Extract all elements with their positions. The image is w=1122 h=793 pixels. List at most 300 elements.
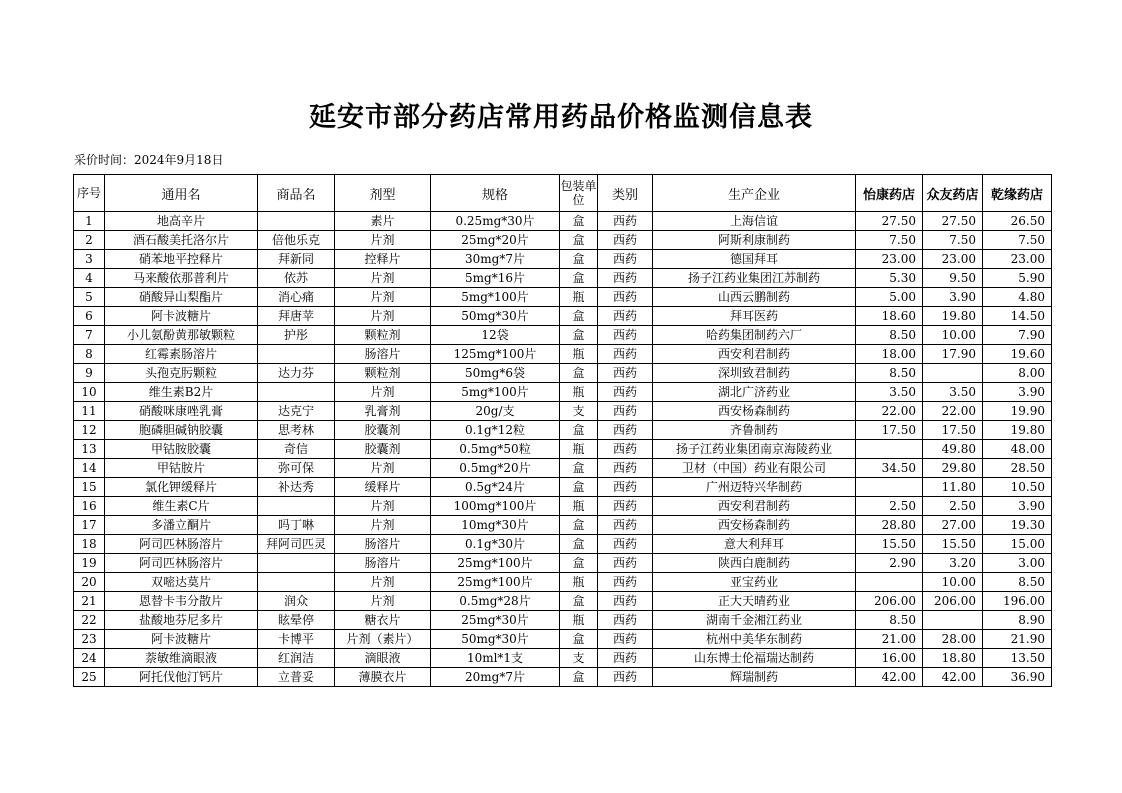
- table-row: [74, 212, 1052, 231]
- cell-category: 西药: [598, 402, 653, 421]
- cell-spec: 25mg*100片: [431, 573, 560, 592]
- cell-price-qianyuan: 36.90: [983, 668, 1052, 687]
- table-row: [74, 535, 1052, 554]
- cell-category: 西药: [598, 383, 653, 402]
- cell-generic-name: 阿托伐他汀钙片: [105, 668, 258, 687]
- cell-price-qianyuan: 10.50: [983, 478, 1052, 497]
- table-header-row: [74, 175, 1052, 212]
- cell-package-unit: 盒: [560, 630, 598, 649]
- cell-price-yikang: [856, 440, 923, 459]
- cell-price-qianyuan: 4.80: [983, 288, 1052, 307]
- col-header-store-zhongyou: 众友药店: [923, 175, 983, 212]
- cell-price-qianyuan: 19.60: [983, 345, 1052, 364]
- cell-manufacturer: 山西云鹏制药: [653, 288, 856, 307]
- cell-price-yikang: 16.00: [856, 649, 923, 668]
- cell-spec: 25mg*100片: [431, 554, 560, 573]
- cell-brand-name: 依苏: [258, 269, 335, 288]
- cell-category: 西药: [598, 307, 653, 326]
- cell-price-zhongyou: 15.50: [923, 535, 983, 554]
- table-row: [74, 421, 1052, 440]
- cell-seq: 19: [74, 554, 105, 573]
- cell-seq: 22: [74, 611, 105, 630]
- cell-manufacturer: 辉瑞制药: [653, 668, 856, 687]
- table-row: [74, 288, 1052, 307]
- cell-price-zhongyou: 10.00: [923, 573, 983, 592]
- cell-brand-name: 润众: [258, 592, 335, 611]
- cell-price-qianyuan: 3.90: [983, 383, 1052, 402]
- cell-price-yikang: 27.50: [856, 212, 923, 231]
- cell-price-zhongyou: 3.90: [923, 288, 983, 307]
- table-row: [74, 459, 1052, 478]
- cell-price-yikang: 34.50: [856, 459, 923, 478]
- cell-generic-name: 甲钴胺片: [105, 459, 258, 478]
- cell-brand-name: 眩晕停: [258, 611, 335, 630]
- cell-price-yikang: 17.50: [856, 421, 923, 440]
- table-row: [74, 402, 1052, 421]
- cell-category: 西药: [598, 554, 653, 573]
- cell-price-yikang: 42.00: [856, 668, 923, 687]
- cell-seq: 8: [74, 345, 105, 364]
- cell-price-qianyuan: 13.50: [983, 649, 1052, 668]
- cell-brand-name: [258, 345, 335, 364]
- cell-price-yikang: [856, 573, 923, 592]
- cell-generic-name: 阿卡波糖片: [105, 630, 258, 649]
- cell-dosage-form: 缓释片: [335, 478, 431, 497]
- cell-package-unit: 瓶: [560, 573, 598, 592]
- cell-generic-name: 恩替卡韦分散片: [105, 592, 258, 611]
- table-row: [74, 497, 1052, 516]
- cell-price-yikang: 15.50: [856, 535, 923, 554]
- cell-generic-name: 小儿氨酚黄那敏颗粒: [105, 326, 258, 345]
- cell-price-qianyuan: 8.50: [983, 573, 1052, 592]
- cell-price-qianyuan: 19.90: [983, 402, 1052, 421]
- cell-brand-name: 弥可保: [258, 459, 335, 478]
- cell-manufacturer: 湖南千金湘江药业: [653, 611, 856, 630]
- cell-dosage-form: 颗粒剂: [335, 364, 431, 383]
- cell-price-qianyuan: 15.00: [983, 535, 1052, 554]
- cell-dosage-form: 控释片: [335, 250, 431, 269]
- cell-seq: 12: [74, 421, 105, 440]
- table-row: [74, 345, 1052, 364]
- cell-price-qianyuan: 8.90: [983, 611, 1052, 630]
- cell-price-yikang: 28.80: [856, 516, 923, 535]
- cell-generic-name: 地高辛片: [105, 212, 258, 231]
- cell-package-unit: 盒: [560, 421, 598, 440]
- cell-price-zhongyou: 23.00: [923, 250, 983, 269]
- cell-price-qianyuan: 5.90: [983, 269, 1052, 288]
- cell-generic-name: 阿卡波糖片: [105, 307, 258, 326]
- cell-brand-name: [258, 212, 335, 231]
- cell-seq: 3: [74, 250, 105, 269]
- cell-dosage-form: 片剂: [335, 459, 431, 478]
- cell-dosage-form: 片剂: [335, 269, 431, 288]
- cell-manufacturer: 西安杨森制药: [653, 402, 856, 421]
- cell-package-unit: 瓶: [560, 288, 598, 307]
- table-row: [74, 307, 1052, 326]
- cell-price-yikang: 7.50: [856, 231, 923, 250]
- cell-category: 西药: [598, 440, 653, 459]
- cell-price-qianyuan: 26.50: [983, 212, 1052, 231]
- table-row: [74, 649, 1052, 668]
- cell-generic-name: 硝酸咪康唑乳膏: [105, 402, 258, 421]
- cell-price-qianyuan: 14.50: [983, 307, 1052, 326]
- cell-generic-name: 酒石酸美托洛尔片: [105, 231, 258, 250]
- cell-category: 西药: [598, 459, 653, 478]
- cell-category: 西药: [598, 364, 653, 383]
- cell-manufacturer: 扬子江药业集团南京海陵药业: [653, 440, 856, 459]
- cell-dosage-form: 片剂: [335, 383, 431, 402]
- cell-price-qianyuan: 196.00: [983, 592, 1052, 611]
- cell-category: 西药: [598, 497, 653, 516]
- table-row: [74, 630, 1052, 649]
- cell-manufacturer: 陕西白鹿制药: [653, 554, 856, 573]
- cell-dosage-form: 肠溶片: [335, 535, 431, 554]
- cell-manufacturer: 拜耳医药: [653, 307, 856, 326]
- cell-generic-name: 硝苯地平控释片: [105, 250, 258, 269]
- cell-seq: 9: [74, 364, 105, 383]
- cell-price-yikang: 8.50: [856, 326, 923, 345]
- cell-price-zhongyou: 27.50: [923, 212, 983, 231]
- cell-spec: 12袋: [431, 326, 560, 345]
- cell-price-zhongyou: 3.20: [923, 554, 983, 573]
- cell-package-unit: 盒: [560, 231, 598, 250]
- cell-spec: 5mg*100片: [431, 288, 560, 307]
- cell-category: 西药: [598, 668, 653, 687]
- cell-spec: 20g/支: [431, 402, 560, 421]
- cell-dosage-form: 糖衣片: [335, 611, 431, 630]
- cell-dosage-form: 素片: [335, 212, 431, 231]
- cell-brand-name: 吗丁啉: [258, 516, 335, 535]
- cell-price-qianyuan: 48.00: [983, 440, 1052, 459]
- cell-seq: 25: [74, 668, 105, 687]
- page-title: 延安市部分药店常用药品价格监测信息表: [309, 102, 813, 133]
- col-header-seq: 序号: [74, 175, 105, 212]
- cell-brand-name: [258, 497, 335, 516]
- cell-generic-name: 胞磷胆碱钠胶囊: [105, 421, 258, 440]
- cell-spec: 25mg*20片: [431, 231, 560, 250]
- col-header-generic-name: 通用名: [105, 175, 258, 212]
- cell-category: 西药: [598, 326, 653, 345]
- cell-seq: 17: [74, 516, 105, 535]
- cell-package-unit: 盒: [560, 554, 598, 573]
- cell-manufacturer: 卫材（中国）药业有限公司: [653, 459, 856, 478]
- cell-manufacturer: 深圳致君制药: [653, 364, 856, 383]
- cell-category: 西药: [598, 535, 653, 554]
- cell-price-yikang: 8.50: [856, 364, 923, 383]
- cell-brand-name: 卡博平: [258, 630, 335, 649]
- cell-price-qianyuan: 8.00: [983, 364, 1052, 383]
- cell-price-qianyuan: 3.90: [983, 497, 1052, 516]
- cell-price-zhongyou: 29.80: [923, 459, 983, 478]
- cell-brand-name: 拜唐苹: [258, 307, 335, 326]
- cell-price-zhongyou: 11.80: [923, 478, 983, 497]
- cell-package-unit: 盒: [560, 307, 598, 326]
- cell-dosage-form: 片剂: [335, 231, 431, 250]
- cell-price-zhongyou: 7.50: [923, 231, 983, 250]
- cell-category: 西药: [598, 231, 653, 250]
- cell-brand-name: 拜阿司匹灵: [258, 535, 335, 554]
- cell-price-yikang: 22.00: [856, 402, 923, 421]
- survey-date: 采价时间：2024年9月18日: [74, 153, 224, 167]
- cell-price-zhongyou: 22.00: [923, 402, 983, 421]
- cell-manufacturer: 湖北广济药业: [653, 383, 856, 402]
- table-row: [74, 326, 1052, 345]
- cell-seq: 14: [74, 459, 105, 478]
- table-row: [74, 364, 1052, 383]
- cell-dosage-form: 滴眼液: [335, 649, 431, 668]
- cell-brand-name: 红润洁: [258, 649, 335, 668]
- cell-category: 西药: [598, 212, 653, 231]
- cell-brand-name: 思考林: [258, 421, 335, 440]
- cell-category: 西药: [598, 649, 653, 668]
- cell-spec: 0.1g*30片: [431, 535, 560, 554]
- table-row: [74, 231, 1052, 250]
- cell-dosage-form: 片剂（素片）: [335, 630, 431, 649]
- table-row: [74, 478, 1052, 497]
- col-header-package-unit: 包装单位: [560, 175, 598, 212]
- cell-category: 西药: [598, 269, 653, 288]
- cell-generic-name: 盐酸地芬尼多片: [105, 611, 258, 630]
- table-row: [74, 554, 1052, 573]
- cell-package-unit: 盒: [560, 269, 598, 288]
- cell-dosage-form: 片剂: [335, 573, 431, 592]
- cell-seq: 21: [74, 592, 105, 611]
- table-row: [74, 269, 1052, 288]
- cell-package-unit: 支: [560, 649, 598, 668]
- cell-price-zhongyou: 2.50: [923, 497, 983, 516]
- cell-manufacturer: 齐鲁制药: [653, 421, 856, 440]
- cell-manufacturer: 正大天晴药业: [653, 592, 856, 611]
- cell-spec: 0.5mg*50粒: [431, 440, 560, 459]
- cell-manufacturer: 上海信谊: [653, 212, 856, 231]
- cell-seq: 20: [74, 573, 105, 592]
- cell-generic-name: 多潘立酮片: [105, 516, 258, 535]
- cell-package-unit: 盒: [560, 459, 598, 478]
- cell-price-zhongyou: 27.00: [923, 516, 983, 535]
- cell-package-unit: 盒: [560, 516, 598, 535]
- cell-price-zhongyou: 9.50: [923, 269, 983, 288]
- cell-dosage-form: 片剂: [335, 307, 431, 326]
- cell-manufacturer: 西安杨森制药: [653, 516, 856, 535]
- cell-package-unit: 盒: [560, 250, 598, 269]
- table-row: [74, 668, 1052, 687]
- cell-package-unit: 瓶: [560, 383, 598, 402]
- cell-manufacturer: 山东博士伦福瑞达制药: [653, 649, 856, 668]
- cell-spec: 0.5mg*28片: [431, 592, 560, 611]
- cell-category: 西药: [598, 250, 653, 269]
- cell-manufacturer: 扬子江药业集团江苏制药: [653, 269, 856, 288]
- cell-package-unit: 盒: [560, 592, 598, 611]
- cell-package-unit: 瓶: [560, 440, 598, 459]
- table-row: [74, 250, 1052, 269]
- cell-category: 西药: [598, 421, 653, 440]
- table-body: [74, 212, 1052, 687]
- table-row: [74, 592, 1052, 611]
- cell-dosage-form: 肠溶片: [335, 345, 431, 364]
- col-header-dosage-form: 剂型: [335, 175, 431, 212]
- cell-brand-name: 补达秀: [258, 478, 335, 497]
- cell-brand-name: 消心痛: [258, 288, 335, 307]
- cell-generic-name: 维生素C片: [105, 497, 258, 516]
- table-row: [74, 611, 1052, 630]
- cell-seq: 18: [74, 535, 105, 554]
- table-row: [74, 516, 1052, 535]
- cell-price-yikang: 3.50: [856, 383, 923, 402]
- cell-manufacturer: 意大利拜耳: [653, 535, 856, 554]
- cell-seq: 10: [74, 383, 105, 402]
- cell-category: 西药: [598, 478, 653, 497]
- col-header-spec: 规格: [431, 175, 560, 212]
- cell-manufacturer: 哈药集团制药六厂: [653, 326, 856, 345]
- cell-dosage-form: 颗粒剂: [335, 326, 431, 345]
- cell-spec: 20mg*7片: [431, 668, 560, 687]
- price-table: [73, 174, 1052, 687]
- cell-brand-name: [258, 573, 335, 592]
- cell-manufacturer: 阿斯利康制药: [653, 231, 856, 250]
- cell-package-unit: 瓶: [560, 611, 598, 630]
- cell-category: 西药: [598, 573, 653, 592]
- cell-price-zhongyou: 19.80: [923, 307, 983, 326]
- cell-dosage-form: 薄膜衣片: [335, 668, 431, 687]
- cell-dosage-form: 片剂: [335, 592, 431, 611]
- cell-brand-name: 奇信: [258, 440, 335, 459]
- cell-spec: 50mg*30片: [431, 630, 560, 649]
- cell-seq: 11: [74, 402, 105, 421]
- cell-seq: 1: [74, 212, 105, 231]
- cell-seq: 13: [74, 440, 105, 459]
- col-header-store-yikang: 怡康药店: [856, 175, 923, 212]
- cell-dosage-form: 乳膏剂: [335, 402, 431, 421]
- cell-manufacturer: 广州迈特兴华制药: [653, 478, 856, 497]
- col-header-brand-name: 商品名: [258, 175, 335, 212]
- cell-brand-name: [258, 554, 335, 573]
- cell-package-unit: 盒: [560, 535, 598, 554]
- cell-generic-name: 硝酸异山梨酯片: [105, 288, 258, 307]
- cell-category: 西药: [598, 288, 653, 307]
- cell-price-zhongyou: 28.00: [923, 630, 983, 649]
- cell-package-unit: 瓶: [560, 497, 598, 516]
- cell-dosage-form: 胶囊剂: [335, 440, 431, 459]
- cell-price-yikang: 5.30: [856, 269, 923, 288]
- cell-price-qianyuan: 28.50: [983, 459, 1052, 478]
- cell-dosage-form: 胶囊剂: [335, 421, 431, 440]
- cell-price-qianyuan: 7.50: [983, 231, 1052, 250]
- cell-generic-name: 红霉素肠溶片: [105, 345, 258, 364]
- col-header-category: 类别: [598, 175, 653, 212]
- cell-brand-name: 护彤: [258, 326, 335, 345]
- cell-spec: 10ml*1支: [431, 649, 560, 668]
- cell-price-yikang: 2.90: [856, 554, 923, 573]
- cell-generic-name: 氯化钾缓释片: [105, 478, 258, 497]
- cell-brand-name: 倍他乐克: [258, 231, 335, 250]
- cell-spec: 0.5mg*20片: [431, 459, 560, 478]
- cell-package-unit: 盒: [560, 668, 598, 687]
- cell-price-qianyuan: 19.80: [983, 421, 1052, 440]
- cell-seq: 5: [74, 288, 105, 307]
- cell-category: 西药: [598, 592, 653, 611]
- cell-price-yikang: 206.00: [856, 592, 923, 611]
- cell-manufacturer: 西安利君制药: [653, 497, 856, 516]
- cell-spec: 0.25mg*30片: [431, 212, 560, 231]
- cell-dosage-form: 肠溶片: [335, 554, 431, 573]
- cell-spec: 25mg*30片: [431, 611, 560, 630]
- cell-price-zhongyou: 3.50: [923, 383, 983, 402]
- cell-price-qianyuan: 3.00: [983, 554, 1052, 573]
- cell-dosage-form: 片剂: [335, 497, 431, 516]
- cell-price-yikang: 5.00: [856, 288, 923, 307]
- cell-generic-name: 马来酸依那普利片: [105, 269, 258, 288]
- cell-dosage-form: 片剂: [335, 288, 431, 307]
- cell-price-qianyuan: 23.00: [983, 250, 1052, 269]
- cell-generic-name: 萘敏维滴眼液: [105, 649, 258, 668]
- cell-spec: 5mg*100片: [431, 383, 560, 402]
- cell-package-unit: 支: [560, 402, 598, 421]
- cell-spec: 0.5g*24片: [431, 478, 560, 497]
- cell-spec: 50mg*6袋: [431, 364, 560, 383]
- cell-generic-name: 头孢克肟颗粒: [105, 364, 258, 383]
- cell-seq: 15: [74, 478, 105, 497]
- cell-spec: 50mg*30片: [431, 307, 560, 326]
- cell-seq: 6: [74, 307, 105, 326]
- cell-generic-name: 甲钴胺胶囊: [105, 440, 258, 459]
- cell-spec: 10mg*30片: [431, 516, 560, 535]
- cell-seq: 2: [74, 231, 105, 250]
- cell-price-yikang: 21.00: [856, 630, 923, 649]
- cell-price-yikang: 18.60: [856, 307, 923, 326]
- cell-price-zhongyou: [923, 611, 983, 630]
- cell-brand-name: 拜新同: [258, 250, 335, 269]
- cell-brand-name: 立普妥: [258, 668, 335, 687]
- cell-seq: 16: [74, 497, 105, 516]
- cell-price-yikang: [856, 478, 923, 497]
- cell-manufacturer: 杭州中美华东制药: [653, 630, 856, 649]
- cell-generic-name: 阿司匹林肠溶片: [105, 554, 258, 573]
- table-row: [74, 383, 1052, 402]
- cell-price-qianyuan: 19.30: [983, 516, 1052, 535]
- cell-manufacturer: 德国拜耳: [653, 250, 856, 269]
- cell-price-qianyuan: 21.90: [983, 630, 1052, 649]
- cell-spec: 0.1g*12粒: [431, 421, 560, 440]
- cell-price-zhongyou: 10.00: [923, 326, 983, 345]
- cell-category: 西药: [598, 516, 653, 535]
- cell-seq: 7: [74, 326, 105, 345]
- cell-price-zhongyou: [923, 364, 983, 383]
- col-header-store-qianyuan: 乾缘药店: [983, 175, 1052, 212]
- cell-generic-name: 双嘧达莫片: [105, 573, 258, 592]
- cell-brand-name: [258, 383, 335, 402]
- cell-brand-name: 达克宁: [258, 402, 335, 421]
- cell-price-yikang: 8.50: [856, 611, 923, 630]
- cell-dosage-form: 片剂: [335, 516, 431, 535]
- cell-brand-name: 达力芬: [258, 364, 335, 383]
- cell-package-unit: 盒: [560, 326, 598, 345]
- cell-seq: 4: [74, 269, 105, 288]
- cell-price-yikang: 23.00: [856, 250, 923, 269]
- cell-spec: 30mg*7片: [431, 250, 560, 269]
- cell-spec: 100mg*100片: [431, 497, 560, 516]
- cell-category: 西药: [598, 630, 653, 649]
- cell-seq: 24: [74, 649, 105, 668]
- cell-price-zhongyou: 42.00: [923, 668, 983, 687]
- cell-category: 西药: [598, 611, 653, 630]
- cell-manufacturer: 西安利君制药: [653, 345, 856, 364]
- cell-package-unit: 瓶: [560, 345, 598, 364]
- cell-spec: 125mg*100片: [431, 345, 560, 364]
- cell-category: 西药: [598, 345, 653, 364]
- cell-price-zhongyou: 206.00: [923, 592, 983, 611]
- cell-price-yikang: 18.00: [856, 345, 923, 364]
- cell-generic-name: 阿司匹林肠溶片: [105, 535, 258, 554]
